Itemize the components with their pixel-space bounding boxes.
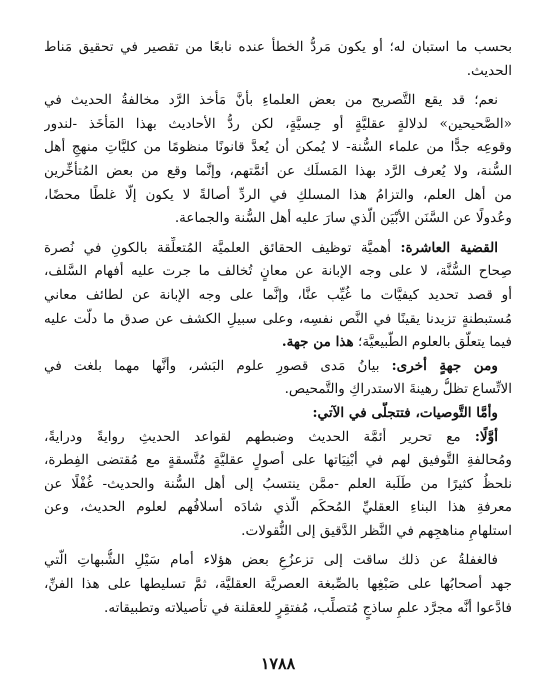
text-line: الاتِّساع تظلُّ رهينةَ الاستدراكِ والتَّمحيص. xyxy=(284,381,512,398)
text-line: الحديث. xyxy=(466,62,512,79)
text-line: فالغفلةُ عن ذلك ساقت إلى تزعزُعِ بعض هؤلاء أمام سَيْلِ الشُّبهاتِ الَّتي xyxy=(44,552,498,569)
text-line: استلهامِ مناهجِهم في النَّظر الدَّقيق إلى النُّقولات. xyxy=(241,522,512,539)
issue-heading: القضية العاشرة: xyxy=(400,239,498,256)
text-line: وعُدولًا عن السَّنَن الأبْيَن الَّذي سارَ عليه أهل السُّنة والجماعة. xyxy=(174,210,512,227)
text-line xyxy=(44,426,512,450)
text-line: جهد أصحابُها على صَبْغِها بالصِّبغة العصريَّة العقليَّة، ثمَّ تسليطها على هذا الفنِّ، xyxy=(44,576,512,593)
text-line: معرفةِ هذا البناءِ العقليِّ المُحكَم الَّذي شادَه أسلافُهم لعلوم الحديث، وعن xyxy=(44,499,512,516)
page-number: ١٧٨٨ xyxy=(260,654,296,673)
bold-phrase: هذا من جهة. xyxy=(281,334,354,351)
bold-lead: ومن جهةٍ أخرى: xyxy=(391,357,498,374)
text-line: فادَّعوا أنَّه مجرَّد علمِ ساذجٍ مُتصلِّب، مُفتقِرٍ للعقلنة في تأصيلاته وتطبيقاته. xyxy=(104,599,512,616)
bold-lead: أوَّلًا: xyxy=(474,428,498,445)
text-line xyxy=(44,331,512,355)
section-heading-line xyxy=(44,237,512,261)
text-line: من أهل العلم، والتزامُ هذا المسلكِ في الردِّ أصالةً لا يكون إلَّا غلطًا محضًا، xyxy=(44,186,512,203)
text-line xyxy=(44,355,512,379)
text-span: فيما يتعلَّق بالعلوم الطَّبيعيَّة؛ xyxy=(358,334,512,351)
text-line: بحسب ما استبان له؛ أو يكون مَردُّ الخطأ عنده نابعًا من تقصير في تحقيق مَناط xyxy=(44,39,512,55)
text-line: نلحظُ كثيرًا من طَلَبة العلم -ممَّن ينتسبُ إلى أهل السُّنة والحديث- غُفْلًا عن xyxy=(44,475,512,492)
recommendations-heading: وأمَّا التَّوصيات، فتتجلَّى في الآتي: xyxy=(312,404,498,421)
text-line: ومُحالفةِ التَّوفيق لهم في أبْنِيَاتها على أصولٍ عقليَّةٍ مُتَّسقةٍ مع مُقتضى الفِطرة، xyxy=(44,452,512,469)
text-line: صِحاح السُّنَّة، لا على وجه الإبانة عن معانٍ تُخالف ما جرت عليه أفهام السَّلف، xyxy=(44,263,512,280)
text-span: أهميَّة توظيف الحقائق العلميَّة المُتعلِّقة بالكونِ في نُصرة xyxy=(44,239,392,256)
text-line: نعم؛ قد يقع التَّصريح من بعض العلماءِ بأنَّ مَأخذ الرَّد مخالفةُ الحديث في xyxy=(44,92,498,109)
text-line: مُستبطنةٍ تزيدنا يقينًا في النَّص نفسِه، وعلى سبيلِ الكشف عن صدق ما دلَّت عليه xyxy=(44,310,512,327)
text-line: السُّنة، ولا يُعرف الرَّد بهذا المَسلَك عن أئمَّتهم، وإنَّما وقع من بعض المُتأخِّرين xyxy=(44,162,512,179)
text-line: أو قصد تحديد كيفيَّات ما غُيِّب عنَّا، وإنَّما على وجه الإبانة عن لطائف معاني xyxy=(44,286,512,303)
text-span: بيانُ مَدى قصورِ علوم البَشر، وأنَّها مهما بلغت في xyxy=(44,357,380,374)
text-span: مع تحرير أئمَّة الحديث وضبطهم لقواعد الحديثِ روايةً ودرايةً، xyxy=(44,428,461,445)
text-line: «الصَّحيحين» لدلالةٍ عقليَّةٍ أو حِسيَّةٍ، لكن ردُّ الأحاديث بهذا المَأخَذ -لندور xyxy=(44,115,512,132)
text-line: وقوعِه جدًّا من علماء السُّنة- لا يُمكن أن يُعدَّ قانونًا منظومًا من كليَّاتِ منهجِ أهل xyxy=(44,139,512,156)
